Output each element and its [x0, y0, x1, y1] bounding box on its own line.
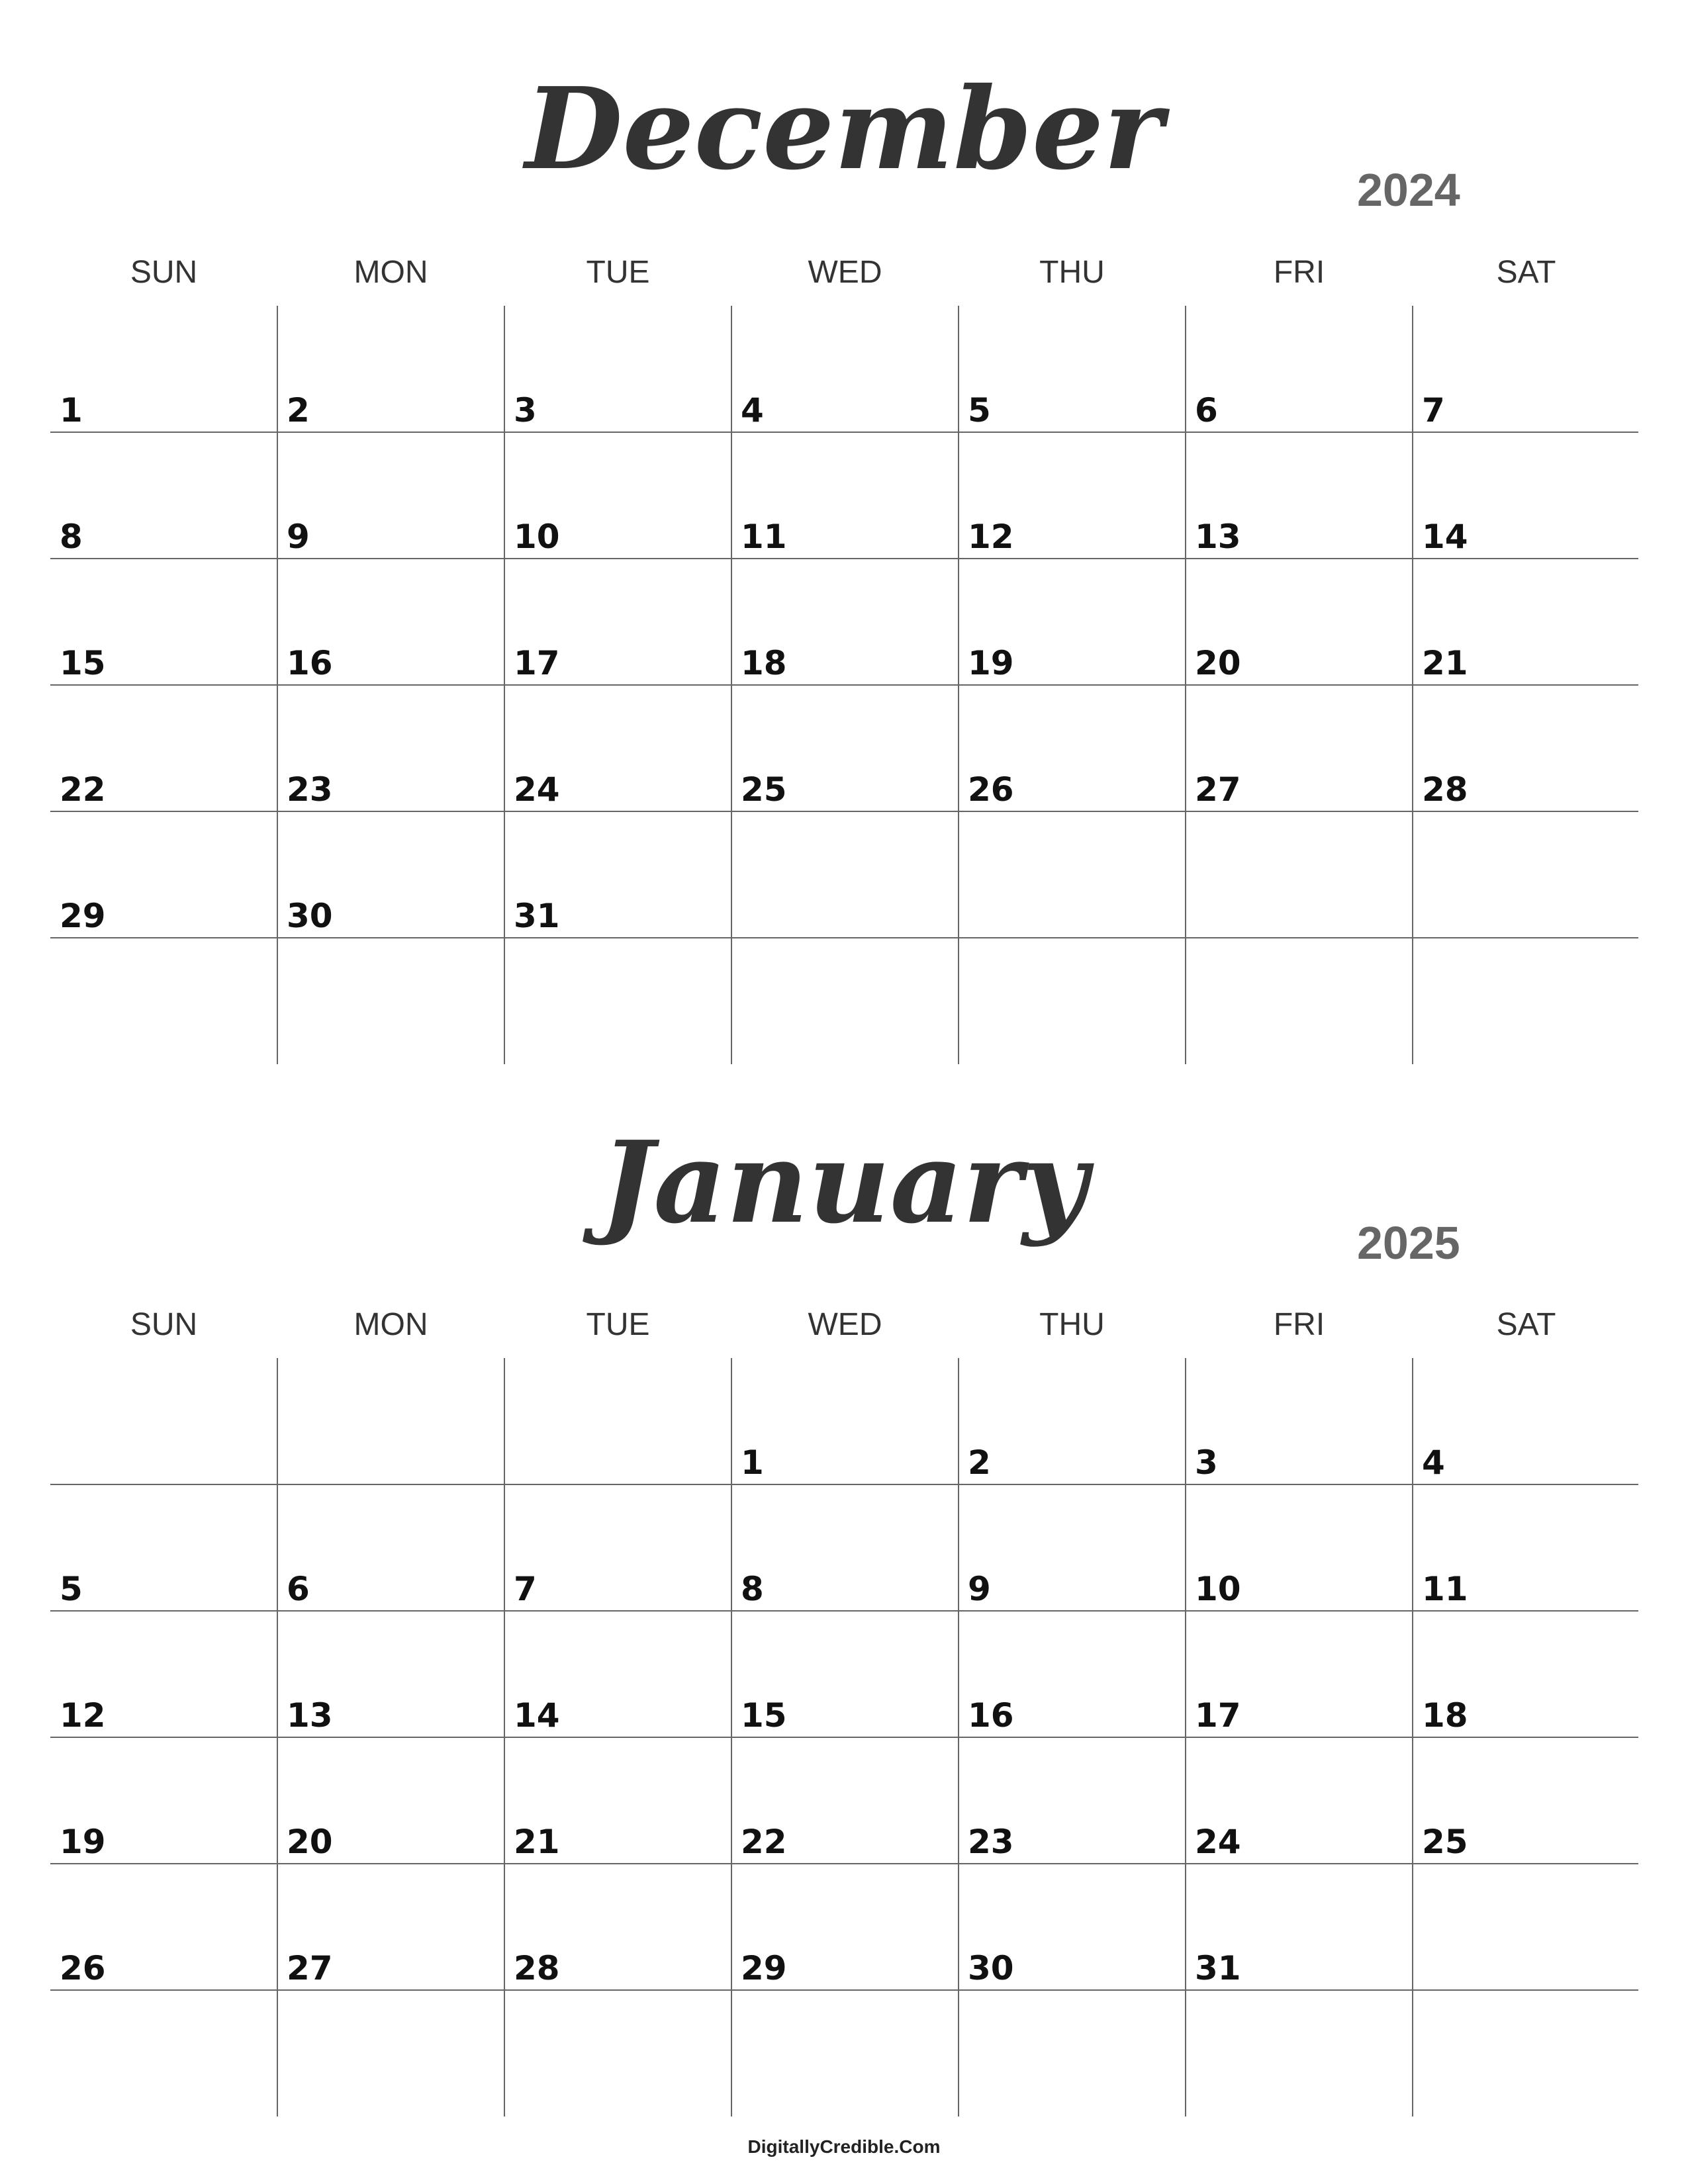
day-number[interactable]: 22 — [60, 770, 106, 809]
day-number[interactable]: 11 — [1422, 1570, 1468, 1608]
day-number[interactable]: 10 — [1195, 1570, 1241, 1608]
day-number[interactable]: 2 — [287, 391, 310, 430]
weekday-header-sat: SAT — [1496, 1307, 1556, 1342]
month-title: January — [600, 1116, 1088, 1249]
grid-row-divider — [50, 811, 1638, 812]
weekday-header-tue: TUE — [586, 1307, 650, 1342]
footer-credit: DigitallyCredible.Com — [747, 2136, 941, 2157]
day-number[interactable]: 7 — [1422, 391, 1445, 430]
weekday-header-thu: THU — [1039, 255, 1105, 290]
day-number[interactable]: 23 — [968, 1823, 1014, 1861]
day-number[interactable]: 18 — [1422, 1696, 1468, 1735]
grid-row-divider — [50, 432, 1638, 433]
day-number[interactable]: 26 — [60, 1949, 106, 1987]
grid-row-divider — [50, 1484, 1638, 1485]
day-number[interactable]: 14 — [514, 1696, 560, 1735]
day-number[interactable]: 12 — [60, 1696, 106, 1735]
day-number[interactable]: 14 — [1422, 518, 1468, 556]
day-number[interactable]: 18 — [741, 644, 787, 682]
day-number[interactable]: 31 — [514, 897, 560, 935]
day-number[interactable]: 24 — [514, 770, 560, 809]
day-number[interactable]: 8 — [60, 518, 83, 556]
grid-row-divider — [50, 1610, 1638, 1612]
grid-row-divider — [50, 684, 1638, 686]
day-number[interactable]: 15 — [60, 644, 106, 682]
day-number[interactable]: 13 — [287, 1696, 333, 1735]
weekday-header-fri: FRI — [1273, 1307, 1325, 1342]
day-number[interactable]: 28 — [1422, 770, 1468, 809]
day-number[interactable]: 15 — [741, 1696, 787, 1735]
day-number[interactable]: 29 — [741, 1949, 787, 1987]
day-number[interactable]: 30 — [287, 897, 333, 935]
day-number[interactable]: 9 — [968, 1570, 991, 1608]
day-number[interactable]: 3 — [514, 391, 537, 430]
day-number[interactable]: 5 — [60, 1570, 83, 1608]
day-number[interactable]: 22 — [741, 1823, 787, 1861]
day-number[interactable]: 13 — [1195, 518, 1241, 556]
day-number[interactable]: 9 — [287, 518, 310, 556]
day-number[interactable]: 16 — [287, 644, 333, 682]
year-label: 2024 — [1357, 164, 1460, 216]
weekday-header-thu: THU — [1039, 1307, 1105, 1342]
day-number[interactable]: 1 — [741, 1443, 764, 1482]
grid-row-divider — [50, 1863, 1638, 1864]
day-number[interactable]: 28 — [514, 1949, 560, 1987]
day-number[interactable]: 31 — [1195, 1949, 1241, 1987]
day-number[interactable]: 6 — [287, 1570, 310, 1608]
weekday-header-tue: TUE — [586, 255, 650, 290]
day-number[interactable]: 27 — [1195, 770, 1241, 809]
day-number[interactable]: 20 — [1195, 644, 1241, 682]
day-number[interactable]: 16 — [968, 1696, 1014, 1735]
day-number[interactable]: 2 — [968, 1443, 991, 1482]
grid-row-divider — [50, 1989, 1638, 1991]
day-number[interactable]: 24 — [1195, 1823, 1241, 1861]
day-number[interactable]: 17 — [514, 644, 560, 682]
day-number[interactable]: 12 — [968, 518, 1014, 556]
day-number[interactable]: 1 — [60, 391, 83, 430]
weekday-header-mon: MON — [353, 255, 428, 290]
day-number[interactable]: 4 — [1422, 1443, 1445, 1482]
day-number[interactable]: 8 — [741, 1570, 764, 1608]
day-number[interactable]: 19 — [968, 644, 1014, 682]
day-number[interactable]: 21 — [1422, 644, 1468, 682]
grid-row-divider — [50, 937, 1638, 938]
day-number[interactable]: 10 — [514, 518, 560, 556]
day-number[interactable]: 25 — [741, 770, 787, 809]
year-label: 2025 — [1357, 1217, 1460, 1269]
weekday-header-mon: MON — [353, 1307, 428, 1342]
day-number[interactable]: 5 — [968, 391, 991, 430]
day-number[interactable]: 26 — [968, 770, 1014, 809]
day-number[interactable]: 21 — [514, 1823, 560, 1861]
day-number[interactable]: 17 — [1195, 1696, 1241, 1735]
day-number[interactable]: 25 — [1422, 1823, 1468, 1861]
weekday-header-fri: FRI — [1273, 255, 1325, 290]
day-number[interactable]: 11 — [741, 518, 787, 556]
day-number[interactable]: 30 — [968, 1949, 1014, 1987]
day-number[interactable]: 23 — [287, 770, 333, 809]
weekday-header-wed: WED — [808, 255, 882, 290]
day-number[interactable]: 20 — [287, 1823, 333, 1861]
weekday-header-wed: WED — [808, 1307, 882, 1342]
day-number[interactable]: 29 — [60, 897, 106, 935]
weekday-header-sun: SUN — [130, 1307, 198, 1342]
day-number[interactable]: 27 — [287, 1949, 333, 1987]
month-title: December — [525, 63, 1163, 195]
day-number[interactable]: 19 — [60, 1823, 106, 1861]
weekday-header-sun: SUN — [130, 255, 198, 290]
day-number[interactable]: 3 — [1195, 1443, 1218, 1482]
day-number[interactable]: 7 — [514, 1570, 537, 1608]
grid-row-divider — [50, 1737, 1638, 1738]
weekday-header-sat: SAT — [1496, 255, 1556, 290]
day-number[interactable]: 4 — [741, 391, 764, 430]
day-number[interactable]: 6 — [1195, 391, 1218, 430]
grid-row-divider — [50, 558, 1638, 559]
